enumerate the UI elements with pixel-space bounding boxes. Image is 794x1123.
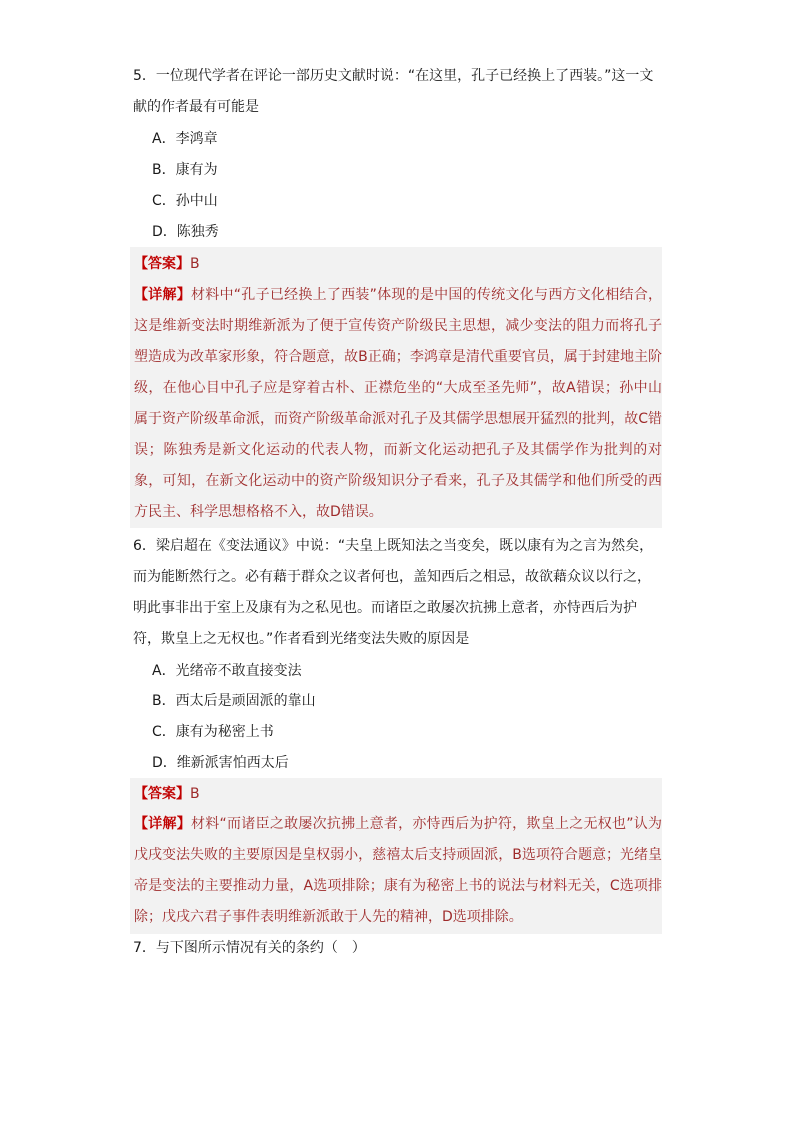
question-6-option-a: A．光绪帝不敢直接变法 bbox=[152, 663, 302, 679]
question-5-answer-box bbox=[130, 247, 662, 528]
question-5-stem: 5．一位现代学者在评论一部历史文献时说：“在这里，孔子已经换上了西装。”这一文献的作者最有可能是 bbox=[133, 68, 654, 115]
detail-text: 材料中“孔子已经换上了西装”体现的是中国的传统文化与西方文化相结合，这是维新变法时期维新派为了便于宣传资产阶级民主思想，减少变法的阻力而将孔子塑造成为改革家形象，符合题意，故B正确；李鸿章是清代重要官员，属于封建地主阶级，在他心目中孔子应是穿着古朴、正襟危坐的“大成至圣先师”，故A错误；孙中山属于资产阶级革命派，而资产阶级革命派对孔子及其儒学思想展开猛烈的批判，故C错误；陈独秀是新文化运动的代表人物，而新文化运动把孔子及其儒学作为批判的对象，可知，在新文化运动中的资产阶级知识分子看来，孔子及其儒学和他们所受的西方民主、科学思想格格不入，故D错误。 bbox=[134, 287, 662, 520]
question-5-option-c: C．孙中山 bbox=[152, 193, 218, 209]
question-6-option-d: D．维新派害怕西太后 bbox=[152, 755, 289, 771]
question-5-option-b: B．康有为 bbox=[152, 162, 218, 178]
question-6-answer bbox=[134, 784, 200, 804]
question-6-option-c: C．康有为秘密上书 bbox=[152, 724, 274, 740]
answer-value: B bbox=[190, 256, 200, 272]
question-5-option-a: A．李鸿章 bbox=[152, 131, 218, 147]
question-6-detail bbox=[134, 809, 662, 933]
question-6-option-b: B．西太后是顽固派的靠山 bbox=[152, 693, 316, 709]
question-5-detail bbox=[134, 280, 662, 528]
detail-tag: 【详解】 bbox=[134, 816, 192, 832]
answer-value: B bbox=[190, 786, 200, 802]
answer-tag: 【答案】 bbox=[134, 786, 190, 802]
question-5-option-d: D．陈独秀 bbox=[152, 224, 219, 240]
question-7-stem: 7．与下图所示情况有关的条约（ ） bbox=[133, 940, 366, 956]
detail-text: 材料“而诸臣之敢屡次抗拂上意者，亦恃西后为护符，欺皇上之无权也”认为戊戌变法失败的主要原因是皇权弱小，慈禧太后支持顽固派，B选项符合题意；光绪皇帝是变法的主要推动力量，A选项排除；康有为秘密上书的说法与材料无关，C选项排除；戊戌六君子事件表明维新派敢于人先的精神，D选项排除。 bbox=[134, 816, 662, 925]
answer-tag: 【答案】 bbox=[134, 256, 190, 272]
question-6-stem: 6．梁启超在《变法通议》中说：“夫皇上既知法之当变矣，既以康有为之言为然矣，而为能断然行之。必有藉于群众之议者何也，盖知西后之相忌，故欲藉众议以行之，明此事非出于室上及康有为之私见也。而诸臣之敢屡次抗拂上意者，亦恃西后为护符，欺皇上之无权也。”作者看到光绪变法失败的原因是 bbox=[133, 538, 654, 647]
detail-tag: 【详解】 bbox=[134, 287, 192, 303]
question-5-answer bbox=[134, 254, 200, 274]
question-6-answer-box bbox=[130, 778, 662, 934]
